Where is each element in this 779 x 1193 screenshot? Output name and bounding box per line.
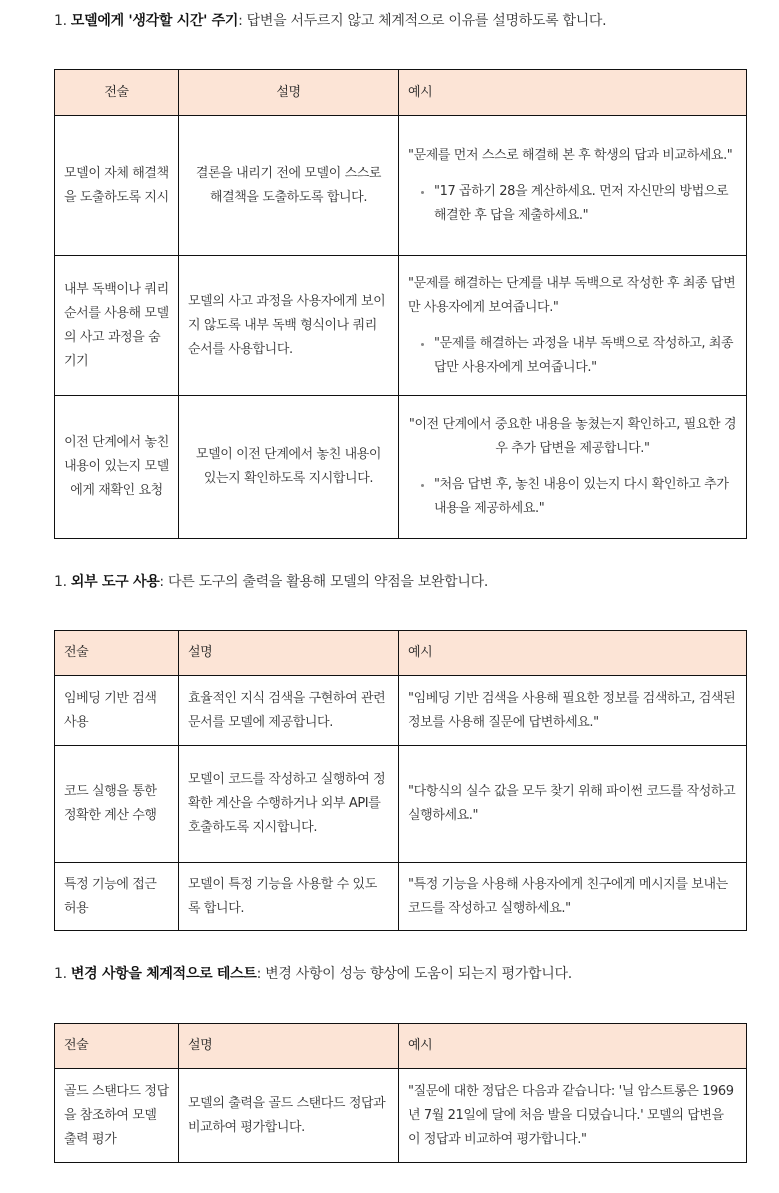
example-bullet: • "처음 답변 후, 놓친 내용이 있는지 다시 확인하고 추가 내용을 제공하세요." xyxy=(434,473,737,521)
example-bullet: • "17 곱하기 28을 계산하세요. 먼저 자신만의 방법으로 해결한 후 답을 제출하세요." xyxy=(434,180,737,228)
column-header-tactic: 전술 xyxy=(55,70,179,116)
example-bullet: • "문제를 해결하는 과정을 내부 독백으로 작성하고, 최종 답만 사용자에게 보여줍니다." xyxy=(434,332,737,380)
column-header-tactic: 전술 xyxy=(55,1024,179,1069)
list-number: 1. xyxy=(54,574,67,590)
section-title-bold: 외부 도구 사용 xyxy=(70,574,160,590)
list-number: 1. xyxy=(54,13,67,29)
table-row xyxy=(55,1069,747,1163)
table-header-row xyxy=(55,70,747,116)
tactics-table-systematic-testing xyxy=(54,1023,747,1163)
description-cell: 모델이 특정 기능을 사용할 수 있도록 합니다. xyxy=(179,863,399,931)
table-header-row xyxy=(55,1024,747,1069)
example-bullet-list xyxy=(408,473,737,521)
description-cell: 모델의 출력을 골드 스탠다드 정답과 비교하여 평가합니다. xyxy=(179,1069,399,1163)
section-title-bold: 모델에게 '생각할 시간' 주기 xyxy=(70,13,239,29)
section-title-desc: : 다른 도구의 출력을 활용해 모델의 약점을 보완합니다. xyxy=(159,574,488,590)
example-bullet-list xyxy=(408,180,737,228)
column-header-description: 설명 xyxy=(179,1024,399,1069)
example-cell: "특정 기능을 사용해 사용자에게 친구에게 메시지를 보내는 코드를 작성하고 실행하세요." xyxy=(399,863,747,931)
table-row xyxy=(55,746,747,863)
example-cell: "질문에 대한 정답은 다음과 같습니다: '닐 암스트롱은 1969년 7월 21일에 달에 처음 발을 디뎠습니다.' 모델의 답변을 이 정답과 비교하여 평가합니다." xyxy=(399,1069,747,1163)
example-cell xyxy=(399,116,747,256)
tactics-table-external-tools xyxy=(54,630,747,931)
section-heading-systematic-testing xyxy=(54,964,572,984)
section-heading-external-tools xyxy=(54,572,488,592)
column-header-example: 예시 xyxy=(399,1024,747,1069)
tactic-cell: 특정 기능에 접근 허용 xyxy=(55,863,179,931)
example-text: "문제를 해결하는 단계를 내부 독백으로 작성한 후 최종 답변만 사용자에게 보여줍니다." xyxy=(408,275,736,315)
description-cell: 모델이 코드를 작성하고 실행하여 정확한 계산을 수행하거나 외부 API를 호출하도록 지시합니다. xyxy=(179,746,399,863)
section-title-desc: : 변경 사항이 성능 향상에 도움이 되는지 평가합니다. xyxy=(256,966,572,982)
table-row xyxy=(55,256,747,396)
list-number: 1. xyxy=(54,966,67,982)
example-text: "문제를 먼저 스스로 해결해 본 후 학생의 답과 비교하세요." xyxy=(408,147,733,163)
section-title-desc: : 답변을 서두르지 않고 체계적으로 이유를 설명하도록 합니다. xyxy=(238,13,607,29)
description-cell: 효율적인 지식 검색을 구현하여 관련 문서를 모델에 제공합니다. xyxy=(179,676,399,746)
description-cell: 결론을 내리기 전에 모델이 스스로 해결책을 도출하도록 합니다. xyxy=(179,116,399,256)
example-cell: "다항식의 실수 값을 모두 찾기 위해 파이썬 코드를 작성하고 실행하세요." xyxy=(399,746,747,863)
table-header-row xyxy=(55,631,747,676)
example-cell xyxy=(399,396,747,539)
column-header-example: 예시 xyxy=(399,70,747,116)
tactic-cell: 코드 실행을 통한 정확한 계산 수행 xyxy=(55,746,179,863)
table-row xyxy=(55,396,747,539)
description-cell: 모델이 이전 단계에서 놓친 내용이 있는지 확인하도록 지시합니다. xyxy=(179,396,399,539)
table-row xyxy=(55,676,747,746)
section-heading-think-time xyxy=(54,11,606,31)
tactic-cell: 골드 스탠다드 정답을 참조하여 모델 출력 평가 xyxy=(55,1069,179,1163)
tactics-table-think-time xyxy=(54,69,747,539)
table-row xyxy=(55,863,747,931)
example-text: "이전 단계에서 중요한 내용을 놓쳤는지 확인하고, 필요한 경우 추가 답변을 제공합니다." xyxy=(408,417,737,456)
tactic-cell: 내부 독백이나 쿼리 순서를 사용해 모델의 사고 과정을 숨기기 xyxy=(55,256,179,396)
tactic-cell: 이전 단계에서 놓친 내용이 있는지 모델에게 재확인 요청 xyxy=(55,396,179,539)
column-header-example: 예시 xyxy=(399,631,747,676)
column-header-tactic: 전술 xyxy=(55,631,179,676)
example-cell xyxy=(399,256,747,396)
column-header-description: 설명 xyxy=(179,631,399,676)
tactic-cell: 임베딩 기반 검색 사용 xyxy=(55,676,179,746)
example-cell: "임베딩 기반 검색을 사용해 필요한 정보를 검색하고, 검색된 정보를 사용해 질문에 답변하세요." xyxy=(399,676,747,746)
tactic-cell: 모델이 자체 해결책을 도출하도록 지시 xyxy=(55,116,179,256)
description-cell: 모델의 사고 과정을 사용자에게 보이지 않도록 내부 독백 형식이나 쿼리 순서를 사용합니다. xyxy=(179,256,399,396)
section-title-bold: 변경 사항을 체계적으로 테스트 xyxy=(70,966,257,982)
example-bullet-list xyxy=(408,332,737,380)
column-header-description: 설명 xyxy=(179,70,399,116)
table-row xyxy=(55,116,747,256)
